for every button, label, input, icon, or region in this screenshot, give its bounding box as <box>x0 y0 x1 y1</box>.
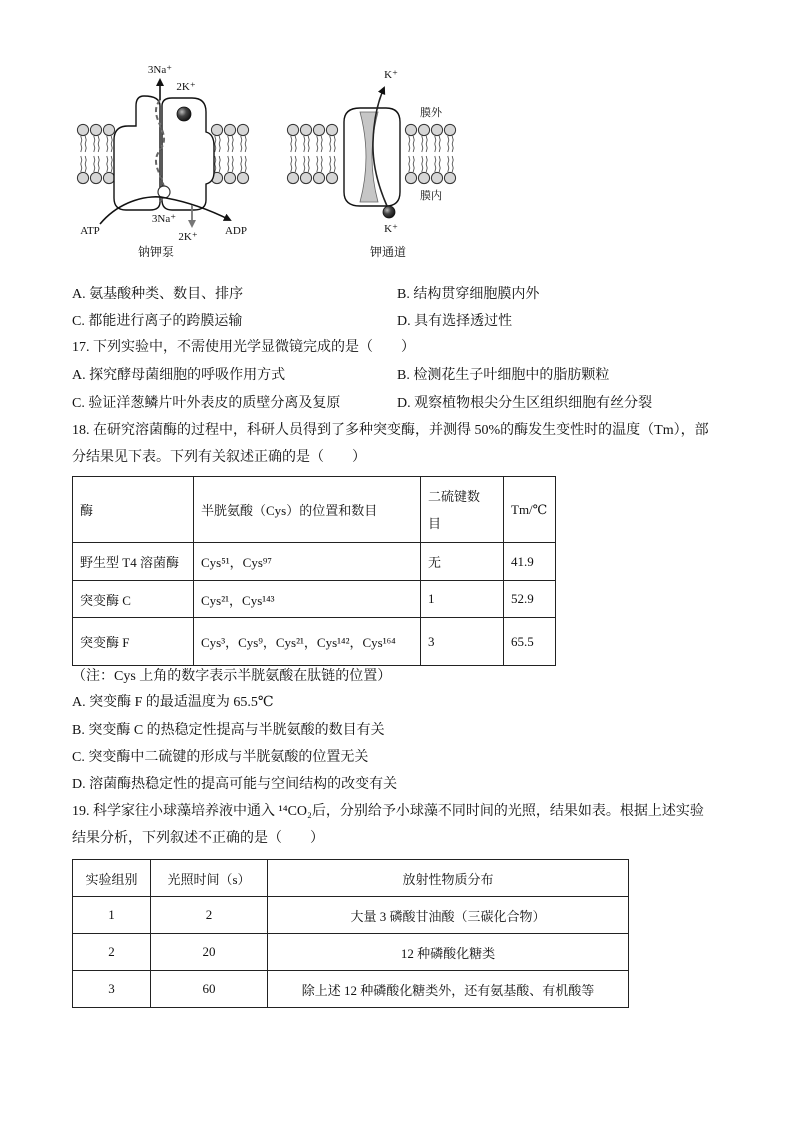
phospholipid-head <box>103 172 114 183</box>
phospholipid-head <box>313 172 324 183</box>
table-cell: 无 <box>421 543 504 581</box>
phospholipid-tail <box>98 136 99 152</box>
table-header-cell: Tm/℃ <box>504 477 556 543</box>
phospholipid-tail <box>304 156 305 172</box>
q17-stem: 17. 下列实验中，不需使用光学显微镜完成的是（ ） <box>72 340 415 355</box>
phospholipid-head <box>418 172 429 183</box>
phospholipid-tail <box>85 136 86 152</box>
table-cell: 野生型 T4 溶菌酶 <box>73 543 194 581</box>
q17-option-a: A. 探究酵母菌细胞的呼吸作用方式 <box>72 368 286 383</box>
membrane-transport-figure <box>60 60 480 265</box>
table-cell: Cys⁵¹，Cys⁹⁷ <box>194 543 421 581</box>
q18-option-b: B. 突变酶 C 的热稳定性提高与半胱氨酸的数目有关 <box>72 723 385 738</box>
q19-stem-line-1: 19. 科学家往小球藻培养液中通入 ¹⁴CO₂后，分别给予小球藻不同时间的光照，结果如表。根据上述实验 <box>72 804 704 819</box>
pump-protein-left-subunit <box>114 96 160 210</box>
q17-option-c: C. 验证洋葱鳞片叶外表皮的质壁分离及复原 <box>72 396 341 411</box>
q17-option-d: D. 观察植物根尖分生区组织细胞有丝分裂 <box>397 396 653 411</box>
table-row <box>73 971 629 1008</box>
phospholipid-tail <box>452 136 453 152</box>
table-cell: 突变酶 F <box>73 618 194 666</box>
phospholipid-head <box>287 172 298 183</box>
phospholipid-tail <box>308 156 309 172</box>
phospholipid-tail <box>215 156 216 172</box>
phospholipid-tail <box>422 156 423 172</box>
channel-top-potassium-label: K⁺ <box>384 69 398 81</box>
table-cell: 3 <box>421 618 504 666</box>
phospholipid-tail <box>241 156 242 172</box>
table-header-cell: 光照时间（s） <box>151 860 268 897</box>
phospholipid-tail <box>291 136 292 152</box>
phospholipid-head <box>300 124 311 135</box>
phospholipid-tail <box>321 136 322 152</box>
phospholipid-tail <box>98 156 99 172</box>
phospholipid-head <box>326 124 337 135</box>
q18-enzyme-table <box>72 476 556 666</box>
table-row <box>73 618 556 666</box>
table-header-row <box>73 860 629 897</box>
phospholipid-head <box>405 172 416 183</box>
potassium-channel-diagram <box>287 69 455 259</box>
q18-stem-line-1: 18. 在研究溶菌酶的过程中，科研人员得到了多种突变酶，并测得 50%的酶发生变性时的温度（Tm），部 <box>72 423 709 438</box>
phospholipid-head <box>224 172 235 183</box>
phospholipid-head <box>326 172 337 183</box>
q18-option-d: D. 溶菌酶热稳定性的提高可能与空间结构的改变有关 <box>72 777 398 792</box>
phospholipid-tail <box>435 136 436 152</box>
table-row <box>73 581 556 618</box>
phospholipid-tail <box>232 136 233 152</box>
table-cell: Cys³，Cys⁹，Cys²¹，Cys¹⁴²，Cys¹⁶⁴ <box>194 618 421 666</box>
phospholipid-head <box>237 124 248 135</box>
sodium-potassium-pump-diagram <box>77 64 248 259</box>
table-cell: 1 <box>421 581 504 618</box>
q18-option-c: C. 突变酶中二硫键的形成与半胱氨酸的位置无关 <box>72 750 369 765</box>
phospholipid-tail <box>107 156 108 172</box>
pump-top-potassium-label: 2K⁺ <box>176 81 196 93</box>
phospholipid-head <box>444 124 455 135</box>
phospholipid-tail <box>94 156 95 172</box>
phospholipid-tail <box>422 136 423 152</box>
phospholipid-head <box>211 124 222 135</box>
phospholipid-tail <box>111 136 112 152</box>
pump-bottom-sodium-label: 3Na⁺ <box>151 213 177 225</box>
phospholipid-head <box>431 172 442 183</box>
q18-option-a: A. 突变酶 F 的最适温度为 65.5℃ <box>72 695 274 710</box>
phospholipid-tail <box>232 156 233 172</box>
phospholipid-tail <box>321 156 322 172</box>
pump-caption: 钠钾泵 <box>137 245 175 259</box>
potassium-ion-ball <box>383 206 395 218</box>
phospholipid-head <box>90 124 101 135</box>
table-cell: 2 <box>73 934 151 971</box>
phospholipid-tail <box>409 136 410 152</box>
q16-option-a: A. 氨基酸种类、数目、排序 <box>72 287 244 302</box>
table-cell: 52.9 <box>504 581 556 618</box>
phospholipid-tail <box>111 156 112 172</box>
phospholipid-head <box>444 172 455 183</box>
table-cell: 1 <box>73 897 151 934</box>
adp-label: ADP <box>224 225 248 237</box>
table-header-row <box>73 477 556 543</box>
phospholipid-tail <box>228 156 229 172</box>
phospholipid-tail <box>219 156 220 172</box>
q16-option-b: B. 结构贯穿细胞膜内外 <box>397 287 540 302</box>
table-cell: 除上述 12 种磷酸化糖类外，还有氨基酸、有机酸等 <box>268 971 629 1008</box>
phospholipid-tail <box>245 156 246 172</box>
q16-option-c: C. 都能进行离子的跨膜运输 <box>72 314 243 329</box>
phospholipid-tail <box>81 136 82 152</box>
pump-top-sodium-label: 3Na⁺ <box>147 64 173 76</box>
table-cell: 3 <box>73 971 151 1008</box>
phospholipid-tail <box>228 136 229 152</box>
phospholipid-tail <box>219 136 220 152</box>
phospholipid-tail <box>448 156 449 172</box>
phospholipid-tail <box>426 156 427 172</box>
phospholipid-tail <box>81 156 82 172</box>
atp-label: ATP <box>80 225 100 237</box>
phospholipid-tail <box>241 136 242 152</box>
phospholipid-tail <box>94 136 95 152</box>
phospholipid-tail <box>330 156 331 172</box>
channel-caption: 钾通道 <box>369 245 407 259</box>
phospholipid-head <box>313 124 324 135</box>
phospholipid-tail <box>409 156 410 172</box>
table-cell: 12 种磷酸化糖类 <box>268 934 629 971</box>
phospholipid-tail <box>330 136 331 152</box>
phospholipid-head <box>90 172 101 183</box>
phospholipid-head <box>224 124 235 135</box>
phospholipid-tail <box>295 136 296 152</box>
phospholipid-head <box>77 124 88 135</box>
table-header-cell: 半胱氨酸（Cys）的位置和数目 <box>194 477 421 543</box>
membrane-inside-label: 膜内 <box>420 190 442 202</box>
table-row <box>73 934 629 971</box>
table-header-cell: 放射性物质分布 <box>268 860 629 897</box>
table-cell: 20 <box>151 934 268 971</box>
pump-bottom-potassium-label: 2K⁺ <box>178 231 198 243</box>
table-cell: 2 <box>151 897 268 934</box>
phospholipid-tail <box>439 156 440 172</box>
table-row <box>73 897 629 934</box>
phospholipid-head <box>237 172 248 183</box>
phospholipid-tail <box>435 156 436 172</box>
phospholipid-tail <box>334 156 335 172</box>
phospholipid-tail <box>245 136 246 152</box>
table-cell: 41.9 <box>504 543 556 581</box>
table-row <box>73 543 556 581</box>
q16-option-d: D. 具有选择透过性 <box>397 314 513 329</box>
phospholipid-tail <box>107 136 108 152</box>
phospholipid-head <box>418 124 429 135</box>
phospholipid-tail <box>426 136 427 152</box>
potassium-ion-ball-top <box>177 107 191 121</box>
phospholipid-tail <box>317 136 318 152</box>
phospholipid-head <box>300 172 311 183</box>
table-cell: 突变酶 C <box>73 581 194 618</box>
table-header-cell: 实验组别 <box>73 860 151 897</box>
channel-bottom-potassium-label: K⁺ <box>384 223 398 235</box>
phospholipid-head <box>77 172 88 183</box>
table-header-cell: 酶 <box>73 477 194 543</box>
table-cell: Cys²¹，Cys¹⁴³ <box>194 581 421 618</box>
table-cell: 65.5 <box>504 618 556 666</box>
phospholipid-head <box>287 124 298 135</box>
membrane-outside-label: 膜外 <box>420 107 442 119</box>
q19-stem-line-2: 结果分析，下列叙述不正确的是（ ） <box>72 831 324 846</box>
phospholipid-head <box>431 124 442 135</box>
phospholipid-tail <box>413 136 414 152</box>
table-cell: 60 <box>151 971 268 1008</box>
table-cell: 大量 3 磷酸甘油酸（三碳化合物） <box>268 897 629 934</box>
phospholipid-tail <box>308 136 309 152</box>
q18-stem-line-2: 分结果见下表。下列有关叙述正确的是（ ） <box>72 450 366 465</box>
phospholipid-tail <box>448 136 449 152</box>
q19-experiment-table <box>72 859 629 1008</box>
phospholipid-tail <box>291 156 292 172</box>
phospholipid-tail <box>215 136 216 152</box>
phospholipid-tail <box>317 156 318 172</box>
table-header-cell: 二硫键数目 <box>421 477 504 543</box>
phospholipid-head <box>405 124 416 135</box>
phospholipid-tail <box>295 156 296 172</box>
phospholipid-tail <box>439 136 440 152</box>
phospholipid-tail <box>452 156 453 172</box>
phospholipid-head <box>103 124 114 135</box>
phospholipid-tail <box>85 156 86 172</box>
phospholipid-tail <box>334 136 335 152</box>
q18-table-note: （注：Cys 上角的数字表示半胱氨酸在肽链的位置） <box>72 669 392 684</box>
phospholipid-tail <box>304 136 305 152</box>
phospholipid-tail <box>413 156 414 172</box>
q17-option-b: B. 检测花生子叶细胞中的脂肪颗粒 <box>397 368 610 383</box>
